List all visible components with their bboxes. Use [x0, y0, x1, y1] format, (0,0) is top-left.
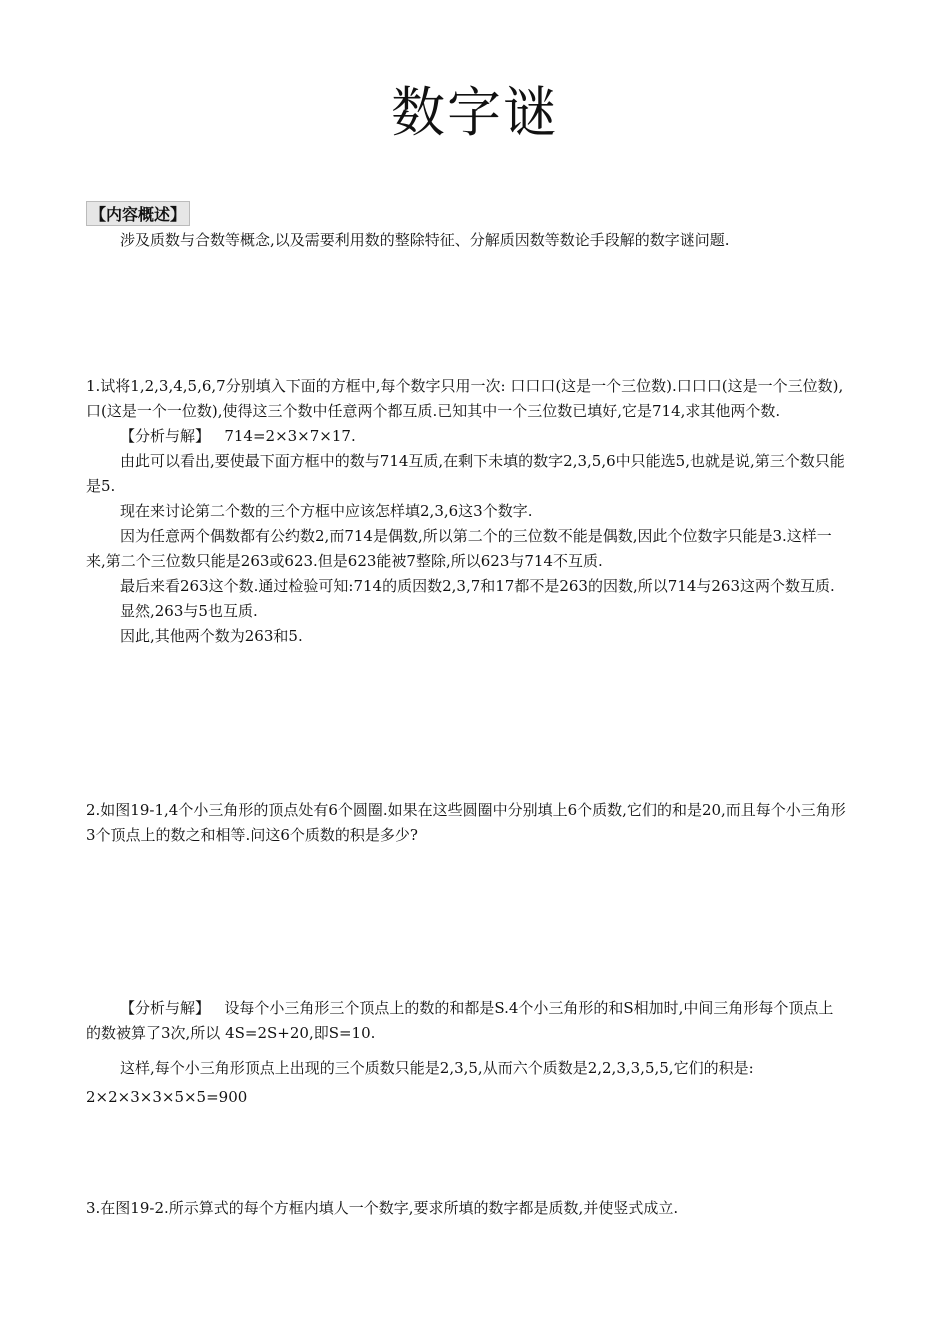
problem-1 [86, 374, 846, 649]
problem-1-analysis-label: 【分析与解】 [120, 427, 211, 445]
problem-1-analysis-formula: 714=2×3×7×17. [224, 427, 356, 445]
problem-3 [86, 1196, 846, 1221]
problem-1-paragraph: 因为任意两个偶数都有公约数2,而714是偶数,所以第二个的三位数不能是偶数,因此个位数字只能是3.这样一来,第二个三位数只能是263或623.但是623能被7整除,所以623与714不互质. [86, 527, 832, 570]
problem-1-paragraph: 显然,263与5也互质. [120, 602, 258, 620]
page-title: 数字谜 [391, 81, 559, 144]
problem-1-paragraph: 由此可以看出,要使最下面方框中的数与714互质,在剩下未填的数字2,3,5,6中只能选5,也就是说,第三个数只能是5. [86, 452, 845, 495]
problem-2-question: 2.如图19-1,4个小三角形的顶点处有6个圆圈.如果在这些圆圈中分别填上6个质数,它们的和是20,而且每个小三角形3个顶点上的数之和相等.问这6个质数的积是多少? [86, 801, 846, 844]
problem-2 [86, 798, 846, 848]
problem-3-question: 3.在图19-2.所示算式的每个方框内填人一个数字,要求所填的数字都是质数,并使竖式成立. [86, 1199, 679, 1217]
problem-1-paragraph: 最后来看263这个数.通过检验可知:714的质因数2,3,7和17都不是263的因数,所以714与263这两个数互质. [120, 577, 835, 595]
problem-1-paragraph: 现在来讨论第二个数的三个方框中应该怎样填2,3,6这3个数字. [120, 502, 533, 520]
overview-section [86, 228, 846, 253]
problem-2-solution [86, 996, 846, 1110]
problem-1-paragraph: 因此,其他两个数为263和5. [120, 627, 303, 645]
problem-1-question: 1.试将1,2,3,4,5,6,7分别填入下面的方框中,每个数字只用一次: 口口口(这是一个三位数).口口口(这是一个三位数),口(这是一个一位数),使得这三个数中任意两个都互质.已知其中一个三位数已填好,它是714,求其他两个数. [86, 377, 844, 420]
problem-2-analysis-label: 【分析与解】 [120, 999, 211, 1017]
problem-2-paragraph: 这样,每个小三角形顶点上出现的三个质数只能是2,3,5,从而六个质数是2,2,3,3,5,5,它们的积是: [120, 1059, 754, 1077]
overview-text: 涉及质数与合数等概念,以及需要利用数的整除特征、分解质因数等数论手段解的数字谜问题. [120, 231, 730, 249]
problem-2-analysis-text: 设每个小三角形三个顶点上的数的和都是S.4个小三角形的和S相加时,中间三角形每个顶点上的数被算了3次,所以 4S=2S+20,即S=10. [86, 999, 834, 1042]
overview-label: 【内容概述】 [86, 201, 190, 226]
problem-2-analysis-line [86, 996, 846, 1046]
problem-2-result: 2×2×3×3×5×5=900 [86, 1088, 248, 1106]
problem-1-analysis-line [86, 424, 846, 449]
